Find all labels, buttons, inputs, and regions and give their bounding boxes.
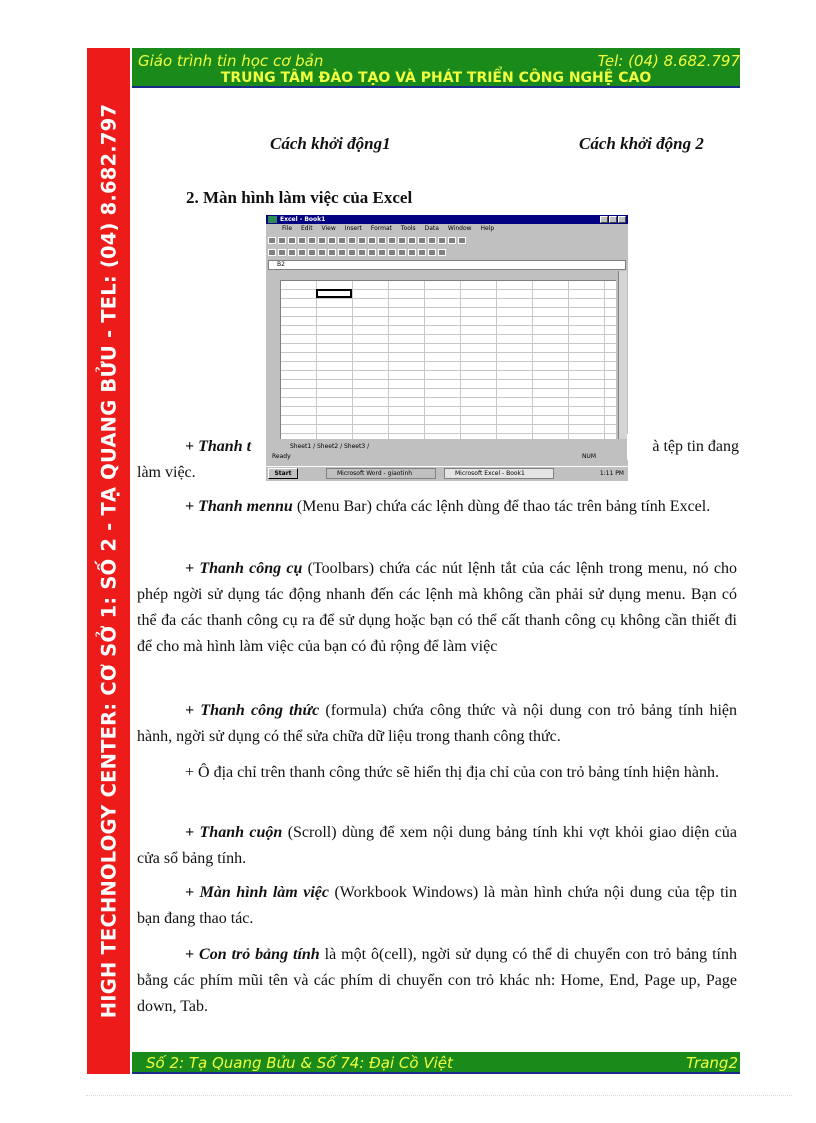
lead-menu-bar: + Thanh mennu	[185, 498, 293, 515]
excel-titlebar	[266, 215, 628, 224]
formatting-toolbar	[268, 247, 626, 257]
paragraph-cell-pointer	[137, 942, 737, 1020]
menu-insert: Insert	[344, 225, 362, 232]
menu-edit: Edit	[300, 225, 313, 232]
lead-cell-pointer: + Con trỏ bảng tính	[185, 946, 320, 963]
minimize-icon	[600, 216, 608, 223]
menu-window: Window	[447, 225, 472, 232]
menu-data: Data	[424, 225, 439, 232]
paragraph-scroll	[137, 820, 737, 872]
name-box: B2	[277, 261, 285, 268]
header-course-title: Giáo trình tin học cơ bản	[138, 52, 324, 70]
start-button: Start	[268, 468, 298, 479]
menu-format: Format	[370, 225, 392, 232]
status-text: Ready	[272, 453, 291, 460]
formula-bar	[268, 260, 626, 270]
page-edge	[86, 1095, 792, 1096]
menu-file: File	[282, 225, 293, 232]
paragraph-workbook	[137, 880, 737, 932]
text-formula-bar: (formula) chứa công thức và nội dung con trỏ bảng tính hiện hành, ngời sử dụng có thể sửa chữa dữ liệu trong thanh công thức.	[137, 702, 737, 745]
sheet-tabs: Sheet1 / Sheet2 / Sheet3 /	[268, 442, 626, 451]
text-title-bar: làm việc.	[137, 464, 196, 481]
page-header	[132, 48, 740, 88]
row-headers	[268, 271, 281, 439]
text-scroll: (Scroll) dùng để xem nội dung bảng tính khi vợt khỏi giao diện của cửa sổ bảng tính.	[137, 824, 737, 867]
text-toolbars: (Toolbars) chứa các nút lệnh tắt của các lệnh trong menu, nó cho phép ngời sử dụng tác động nhanh đến các lệnh mà không cần phải sử dụng menu. Bạn có thể đa các thanh công cụ ra để sử dụng hoặc bạn có thể cất thanh công cụ không cần thiết đi để cho mà hình làm việc của bạn có đủ rộng để làm việc	[137, 560, 737, 655]
sidebar-text: HIGH TECHNOLOGY CENTER: CƠ SỞ 1: SỐ 2 - TẠ QUANG BỬU - TEL: (04) 8.682.797	[97, 103, 120, 1019]
menu-help: Help	[480, 225, 495, 232]
lead-scroll: + Thanh cuộn	[185, 824, 283, 841]
status-num: NUM	[581, 453, 596, 460]
footer-address: Số 2: Tạ Quang Bửu & Số 74: Đại Cồ Việt	[146, 1054, 453, 1072]
text-address-box: + Ô địa chỉ trên thanh công thức sẽ hiển thị địa chỉ của con trỏ bảng tính hiện hành.	[185, 764, 719, 781]
text-cell-pointer: là một ô(cell), ngời sử dụng có thể di chuyển con trỏ bảng tính bằng các phím mũi tên và các phím di chuyển con trỏ khác nh: Home, End, Page up, Page down, Tab.	[137, 946, 737, 1015]
taskbar-clock: 1:11 PM	[599, 470, 624, 477]
sidebar-band	[87, 48, 130, 1074]
maximize-icon	[609, 216, 617, 223]
excel-menubar	[266, 224, 628, 233]
paragraph-formula-bar	[137, 698, 737, 750]
window-buttons	[600, 216, 626, 223]
lead-toolbars: + Thanh công cụ	[185, 560, 303, 577]
section-title: 2. Màn hình làm việc của Excel	[186, 188, 413, 207]
worksheet-grid	[268, 271, 616, 439]
task-excel: Microsoft Excel - Book1	[444, 468, 554, 479]
menu-view: View	[321, 225, 336, 232]
excel-title: Excel - Book1	[280, 216, 326, 223]
standard-toolbar	[268, 235, 626, 245]
page-number: Trang2	[686, 1054, 738, 1072]
excel-app-icon	[268, 216, 277, 223]
lead-title-bar: + Thanh t	[185, 438, 252, 455]
paragraph-menu-bar	[137, 494, 737, 520]
paragraph-address-box	[137, 760, 737, 786]
menu-tools: Tools	[400, 225, 416, 232]
close-icon	[618, 216, 626, 223]
vertical-scrollbar	[618, 271, 627, 439]
column-headers	[280, 271, 616, 281]
page-footer	[132, 1052, 740, 1074]
header-phone: Tel: (04) 8.682.797	[597, 52, 740, 70]
text-menu-bar: (Menu Bar) chứa các lệnh dùng để thao tác trên bảng tính Excel.	[292, 498, 711, 515]
lead-workbook: + Màn hình làm việc	[185, 884, 329, 901]
lead-formula-bar: + Thanh công thức	[185, 702, 320, 719]
caption-startup-2: Cách khởi động 2	[579, 134, 704, 153]
text-workbook: (Workbook Windows) là màn hình chứa nội dung của tệp tin bạn đang thao tác.	[137, 884, 737, 927]
caption-startup-1: Cách khởi động1	[270, 134, 391, 153]
task-word: Microsoft Word - giaotinh	[326, 468, 436, 479]
header-center-name: TRUNG TÂM ĐÀO TẠO VÀ PHÁT TRIỂN CÔNG NGHỆ CAO	[220, 70, 652, 86]
title-bar-tail: à tệp tin đang	[627, 434, 739, 460]
active-cell	[316, 289, 352, 298]
paragraph-toolbars	[137, 556, 737, 660]
